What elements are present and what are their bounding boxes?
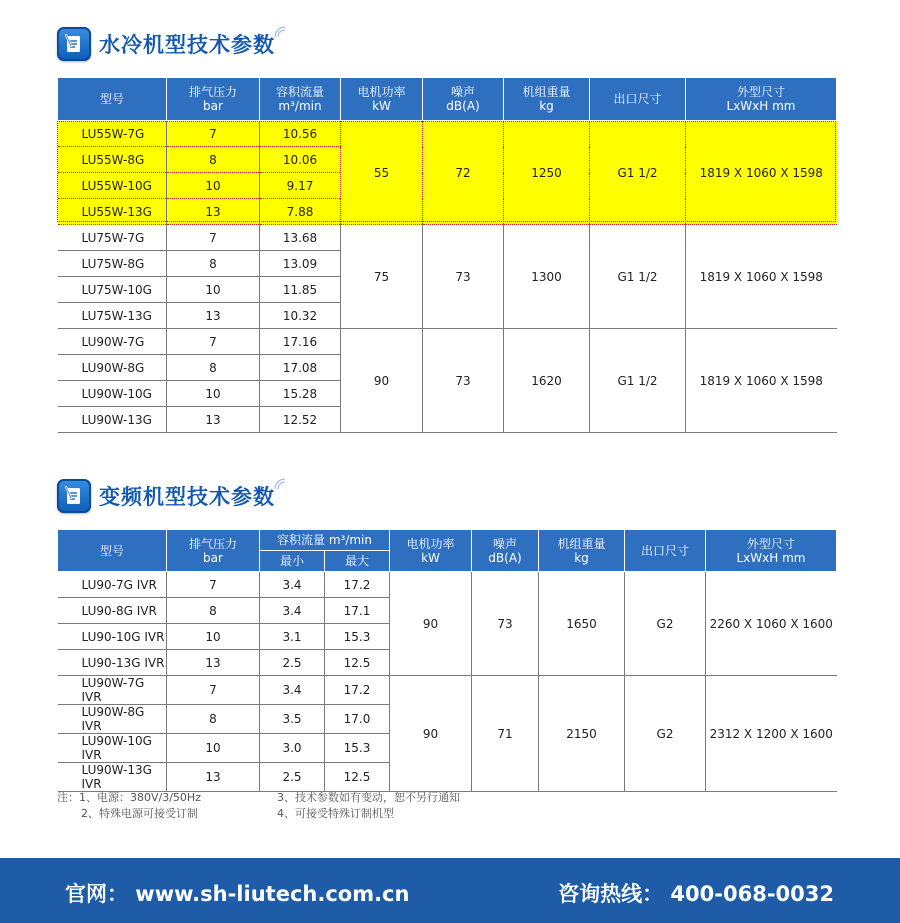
- header-power: 电机功率 kW: [390, 530, 472, 572]
- wave-signal-icon: [273, 25, 287, 39]
- cell-model: LU75W-13G: [58, 303, 167, 329]
- header-flow: 容积流量 m³/min: [260, 530, 390, 551]
- cell-outlet: G1 1/2: [590, 329, 686, 433]
- cell-model: LU90W-13G: [58, 407, 167, 433]
- cell-model: LU55W-8G: [58, 147, 167, 173]
- cell-model: LU75W-8G: [58, 251, 167, 277]
- cell-flow: 17.16: [260, 329, 341, 355]
- cell-min: 2.5: [260, 763, 325, 792]
- cell-model: LU90-10G IVR: [58, 624, 167, 650]
- cell-pressure: 7: [167, 572, 260, 598]
- cell-max: 17.2: [325, 676, 390, 705]
- cell-min: 2.5: [260, 650, 325, 676]
- cell-model: LU90-8G IVR: [58, 598, 167, 624]
- cell-power: 90: [341, 329, 423, 433]
- cell-pressure: 7: [167, 121, 260, 147]
- header-size: 外型尺寸 LxWxH mm: [686, 78, 837, 121]
- vfd-spec-table: [57, 529, 837, 792]
- cell-noise: 73: [423, 225, 504, 329]
- header-weight: 机组重量 kg: [539, 530, 625, 572]
- cell-pressure: 7: [167, 676, 260, 705]
- section2-heading: [57, 479, 275, 513]
- cell-pressure: 10: [167, 624, 260, 650]
- document-pen-icon: [57, 479, 91, 513]
- cell-flow: 9.17: [260, 173, 341, 199]
- note-1: 注：1、电源：380V/3/50Hz: [57, 791, 201, 804]
- cell-power: 55: [341, 121, 423, 225]
- cell-pressure: 13: [167, 199, 260, 225]
- header-model: 型号: [58, 78, 167, 121]
- cell-power: 75: [341, 225, 423, 329]
- cell-pressure: 8: [167, 147, 260, 173]
- cell-flow: 10.06: [260, 147, 341, 173]
- note-2: 2、特殊电源可接受订制: [81, 807, 198, 820]
- cell-flow: 10.56: [260, 121, 341, 147]
- cell-weight: 1650: [539, 572, 625, 676]
- section1-title: 水冷机型技术参数: [99, 33, 275, 57]
- water-cooled-spec-table: [57, 77, 837, 433]
- cell-weight: 1250: [504, 121, 590, 225]
- cell-flow: 11.85: [260, 277, 341, 303]
- cell-pressure: 8: [167, 355, 260, 381]
- cell-flow: 13.68: [260, 225, 341, 251]
- hotline-text: 咨询热线： 400-068-0032: [558, 882, 834, 906]
- table-row: [58, 676, 837, 705]
- cell-pressure: 8: [167, 598, 260, 624]
- cell-flow: 13.09: [260, 251, 341, 277]
- table-row: [58, 572, 837, 598]
- cell-max: 15.3: [325, 624, 390, 650]
- cell-model: LU90W-10G IVR: [58, 734, 167, 763]
- cell-pressure: 10: [167, 381, 260, 407]
- note-3: 3、技术参数如有变动，恕不另行通知: [277, 791, 460, 804]
- cell-weight: 2150: [539, 676, 625, 792]
- cell-outlet: G1 1/2: [590, 121, 686, 225]
- cell-min: 3.4: [260, 572, 325, 598]
- section1-heading: [57, 27, 275, 61]
- cell-model: LU55W-13G: [58, 199, 167, 225]
- table-header-row: [58, 530, 837, 551]
- cell-min: 3.4: [260, 676, 325, 705]
- header-pressure: 排气压力 bar: [167, 530, 260, 572]
- cell-pressure: 13: [167, 763, 260, 792]
- header-noise: 噪声 dB(A): [423, 78, 504, 121]
- cell-model: LU90W-8G: [58, 355, 167, 381]
- cell-size: 1819 X 1060 X 1598: [686, 121, 837, 225]
- cell-size: 1819 X 1060 X 1598: [686, 225, 837, 329]
- cell-outlet: G1 1/2: [590, 225, 686, 329]
- cell-flow: 10.32: [260, 303, 341, 329]
- cell-power: 90: [390, 676, 472, 792]
- table-header-row: [58, 78, 837, 121]
- footer-bar: [0, 858, 900, 923]
- wave-signal-icon: [273, 477, 287, 491]
- header-power: 电机功率 kW: [341, 78, 423, 121]
- cell-noise: 73: [472, 572, 539, 676]
- cell-pressure: 8: [167, 705, 260, 734]
- cell-pressure: 13: [167, 407, 260, 433]
- cell-min: 3.1: [260, 624, 325, 650]
- cell-model: LU75W-7G: [58, 225, 167, 251]
- header-model: 型号: [58, 530, 167, 572]
- section2-title: 变频机型技术参数: [99, 485, 275, 509]
- cell-max: 12.5: [325, 650, 390, 676]
- cell-model: LU90-13G IVR: [58, 650, 167, 676]
- cell-max: 17.1: [325, 598, 390, 624]
- table-row: [58, 225, 837, 251]
- cell-pressure: 7: [167, 225, 260, 251]
- cell-pressure: 13: [167, 303, 260, 329]
- header-noise: 噪声 dB(A): [472, 530, 539, 572]
- cell-pressure: 10: [167, 734, 260, 763]
- header-size: 外型尺寸 LxWxH mm: [706, 530, 837, 572]
- note-4: 4、可接受特殊订制机型: [277, 807, 394, 820]
- cell-flow: 12.52: [260, 407, 341, 433]
- cell-pressure: 7: [167, 329, 260, 355]
- cell-size: 1819 X 1060 X 1598: [686, 329, 837, 433]
- cell-model: LU90W-7G: [58, 329, 167, 355]
- header-flow-max: 最大: [325, 551, 390, 572]
- cell-model: LU90W-10G: [58, 381, 167, 407]
- cell-max: 12.5: [325, 763, 390, 792]
- cell-flow: 17.08: [260, 355, 341, 381]
- cell-power: 90: [390, 572, 472, 676]
- header-flow-min: 最小: [260, 551, 325, 572]
- header-flow: 容积流量 m³/min: [260, 78, 341, 121]
- website-link[interactable]: 官网： www.sh-liutech.com.cn: [65, 882, 410, 906]
- table-row: [58, 329, 837, 355]
- cell-noise: 72: [423, 121, 504, 225]
- cell-min: 3.5: [260, 705, 325, 734]
- cell-min: 3.4: [260, 598, 325, 624]
- cell-pressure: 13: [167, 650, 260, 676]
- cell-size: 2260 X 1060 X 1600: [706, 572, 837, 676]
- cell-outlet: G2: [625, 572, 706, 676]
- header-outlet: 出口尺寸: [590, 78, 686, 121]
- cell-flow: 7.88: [260, 199, 341, 225]
- cell-min: 3.0: [260, 734, 325, 763]
- cell-flow: 15.28: [260, 381, 341, 407]
- cell-outlet: G2: [625, 676, 706, 792]
- cell-noise: 71: [472, 676, 539, 792]
- cell-model: LU90W-7G IVR: [58, 676, 167, 705]
- cell-model: LU55W-10G: [58, 173, 167, 199]
- cell-max: 17.2: [325, 572, 390, 598]
- cell-model: LU75W-10G: [58, 277, 167, 303]
- cell-weight: 1300: [504, 225, 590, 329]
- header-weight: 机组重量 kg: [504, 78, 590, 121]
- cell-noise: 73: [423, 329, 504, 433]
- cell-model: LU90W-13G IVR: [58, 763, 167, 792]
- cell-max: 15.3: [325, 734, 390, 763]
- cell-pressure: 8: [167, 251, 260, 277]
- document-pen-icon: [57, 27, 91, 61]
- cell-model: LU90W-8G IVR: [58, 705, 167, 734]
- cell-model: LU55W-7G: [58, 121, 167, 147]
- cell-size: 2312 X 1200 X 1600: [706, 676, 837, 792]
- cell-weight: 1620: [504, 329, 590, 433]
- table-row: [58, 121, 837, 147]
- cell-model: LU90-7G IVR: [58, 572, 167, 598]
- header-outlet: 出口尺寸: [625, 530, 706, 572]
- cell-pressure: 10: [167, 277, 260, 303]
- header-pressure: 排气压力 bar: [167, 78, 260, 121]
- cell-pressure: 10: [167, 173, 260, 199]
- cell-max: 17.0: [325, 705, 390, 734]
